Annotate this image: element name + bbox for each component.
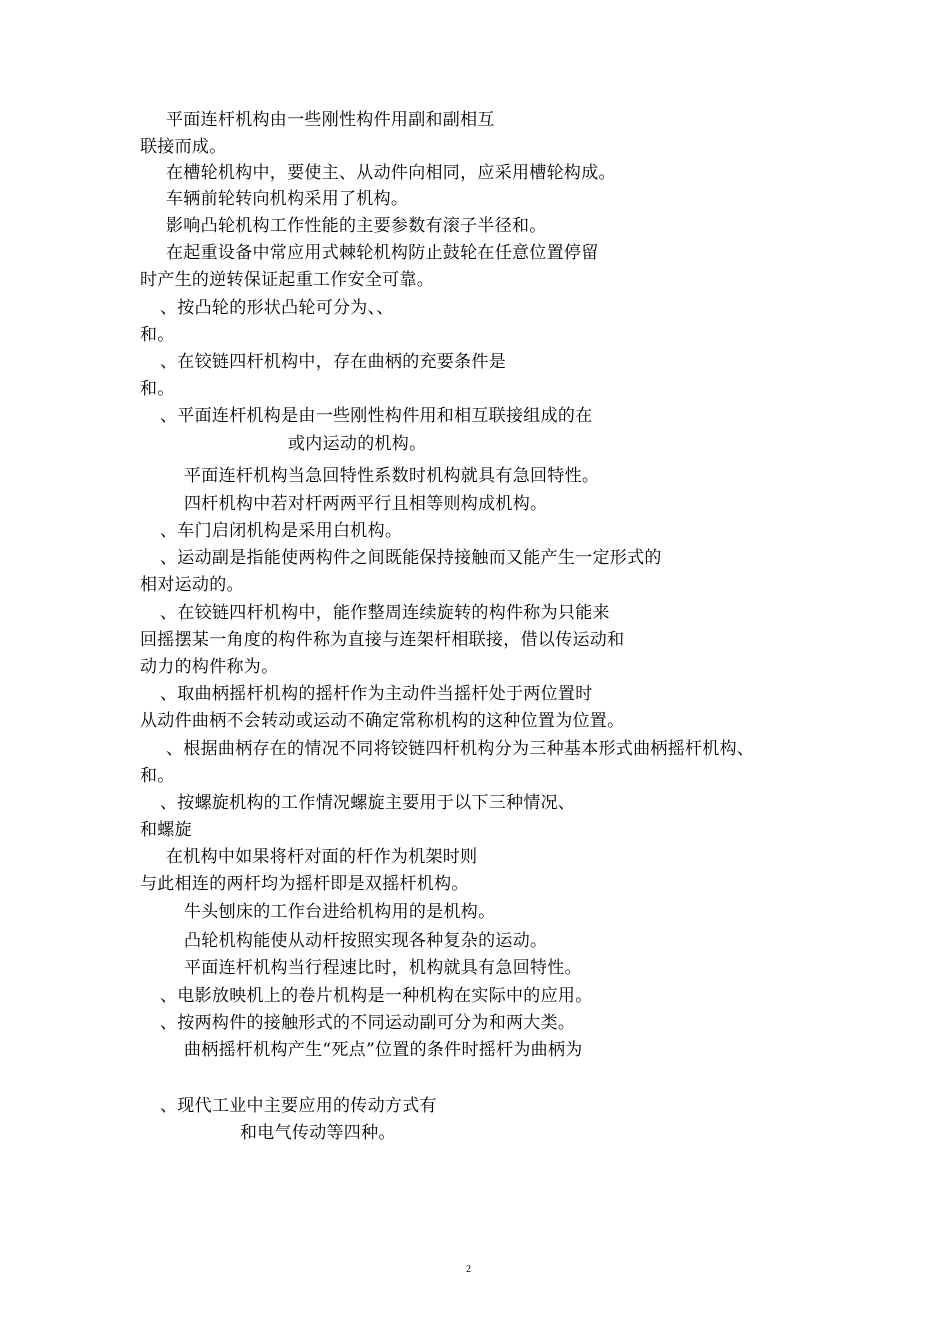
text-line: 、根据曲柄存在的情况不同将铰链四杆机构分为三种基本形式曲柄摇杆机构、: [166, 739, 755, 759]
text-line: 和。: [140, 766, 175, 786]
text-line: 相对运动的。: [140, 575, 244, 595]
text-line: 四杆机构中若对杆两两平行且相等则构成机构。: [184, 494, 548, 514]
text-line: 在起重设备中常应用式棘轮机构防止鼓轮在任意位置停留: [166, 243, 599, 263]
text-line: 在机构中如果将杆对面的杆作为机架时则: [166, 847, 478, 867]
text-line: 曲柄摇杆机构产生“死点”位置的条件时摇杆为曲柄为: [184, 1040, 583, 1060]
text-line: 平面连杆机构当行程速比时，机构就具有急回特性。: [184, 958, 582, 978]
text-line: 、按凸轮的形状凸轮可分为、、: [160, 298, 394, 318]
text-line: 和。: [140, 325, 175, 345]
text-line: 、电影放映机上的卷片机构是一种机构在实际中的应用。: [160, 986, 593, 1006]
text-line: 、取曲柄摇杆机构的摇杆作为主动件当摇杆处于两位置时: [160, 684, 593, 704]
text-line: 时产生的逆转保证起重工作安全可靠。: [140, 270, 435, 290]
page-number: 2: [466, 1264, 471, 1275]
text-line: 和螺旋: [140, 820, 192, 840]
text-line: 影响凸轮机构工作性能的主要参数有滚子半径和。: [166, 216, 547, 236]
text-line: 车辆前轮转向机构采用了机构。: [166, 189, 409, 209]
text-line: 和。: [140, 379, 175, 399]
text-line: 、在铰链四杆机构中，存在曲柄的充要条件是: [160, 352, 506, 372]
text-line: 和电气传动等四种。: [240, 1123, 396, 1143]
text-line: 、现代工业中主要应用的传动方式有: [160, 1096, 437, 1116]
text-line: 、车门启闭机构是采用白机构。: [160, 521, 403, 541]
text-line: 、按两构件的接触形式的不同运动副可分为和两大类。: [160, 1013, 576, 1033]
text-line: 联接而成。: [140, 137, 227, 157]
text-line: 牛头刨床的工作台进给机构用的是机构。: [184, 902, 496, 922]
text-line: 回摇摆某一角度的构件称为直接与连架杆相联接，借以传运动和: [140, 630, 625, 650]
text-line: 从动件曲柄不会转动或运动不确定常称机构的这种位置为位置。: [140, 711, 625, 731]
text-line: 平面连杆机构由一些刚性构件用副和副相互: [166, 110, 495, 130]
text-line: 、运动副是指能使两构件之间既能保持接触而又能产生一定形式的: [160, 548, 662, 568]
text-line: 、在铰链四杆机构中，能作整周连续旋转的构件称为只能来: [160, 603, 610, 623]
text-line: 在槽轮机构中，要使主、从动件向相同，应采用槽轮构成。: [166, 163, 616, 183]
text-line: 动力的构件称为。: [140, 657, 279, 677]
text-line: 或内运动的机构。: [288, 434, 427, 454]
text-line: 、平面连杆机构是由一些刚性构件用和相互联接组成的在: [160, 406, 593, 426]
text-line: 与此相连的两杆均为摇杆即是双摇杆机构。: [140, 874, 469, 894]
text-line: 凸轮机构能使从动杆按照实现各种复杂的运动。: [184, 931, 548, 951]
text-line: 、按螺旋机构的工作情况螺旋主要用于以下三种情况、: [160, 793, 576, 813]
text-line: 平面连杆机构当急回特性系数时机构就具有急回特性。: [184, 466, 600, 486]
